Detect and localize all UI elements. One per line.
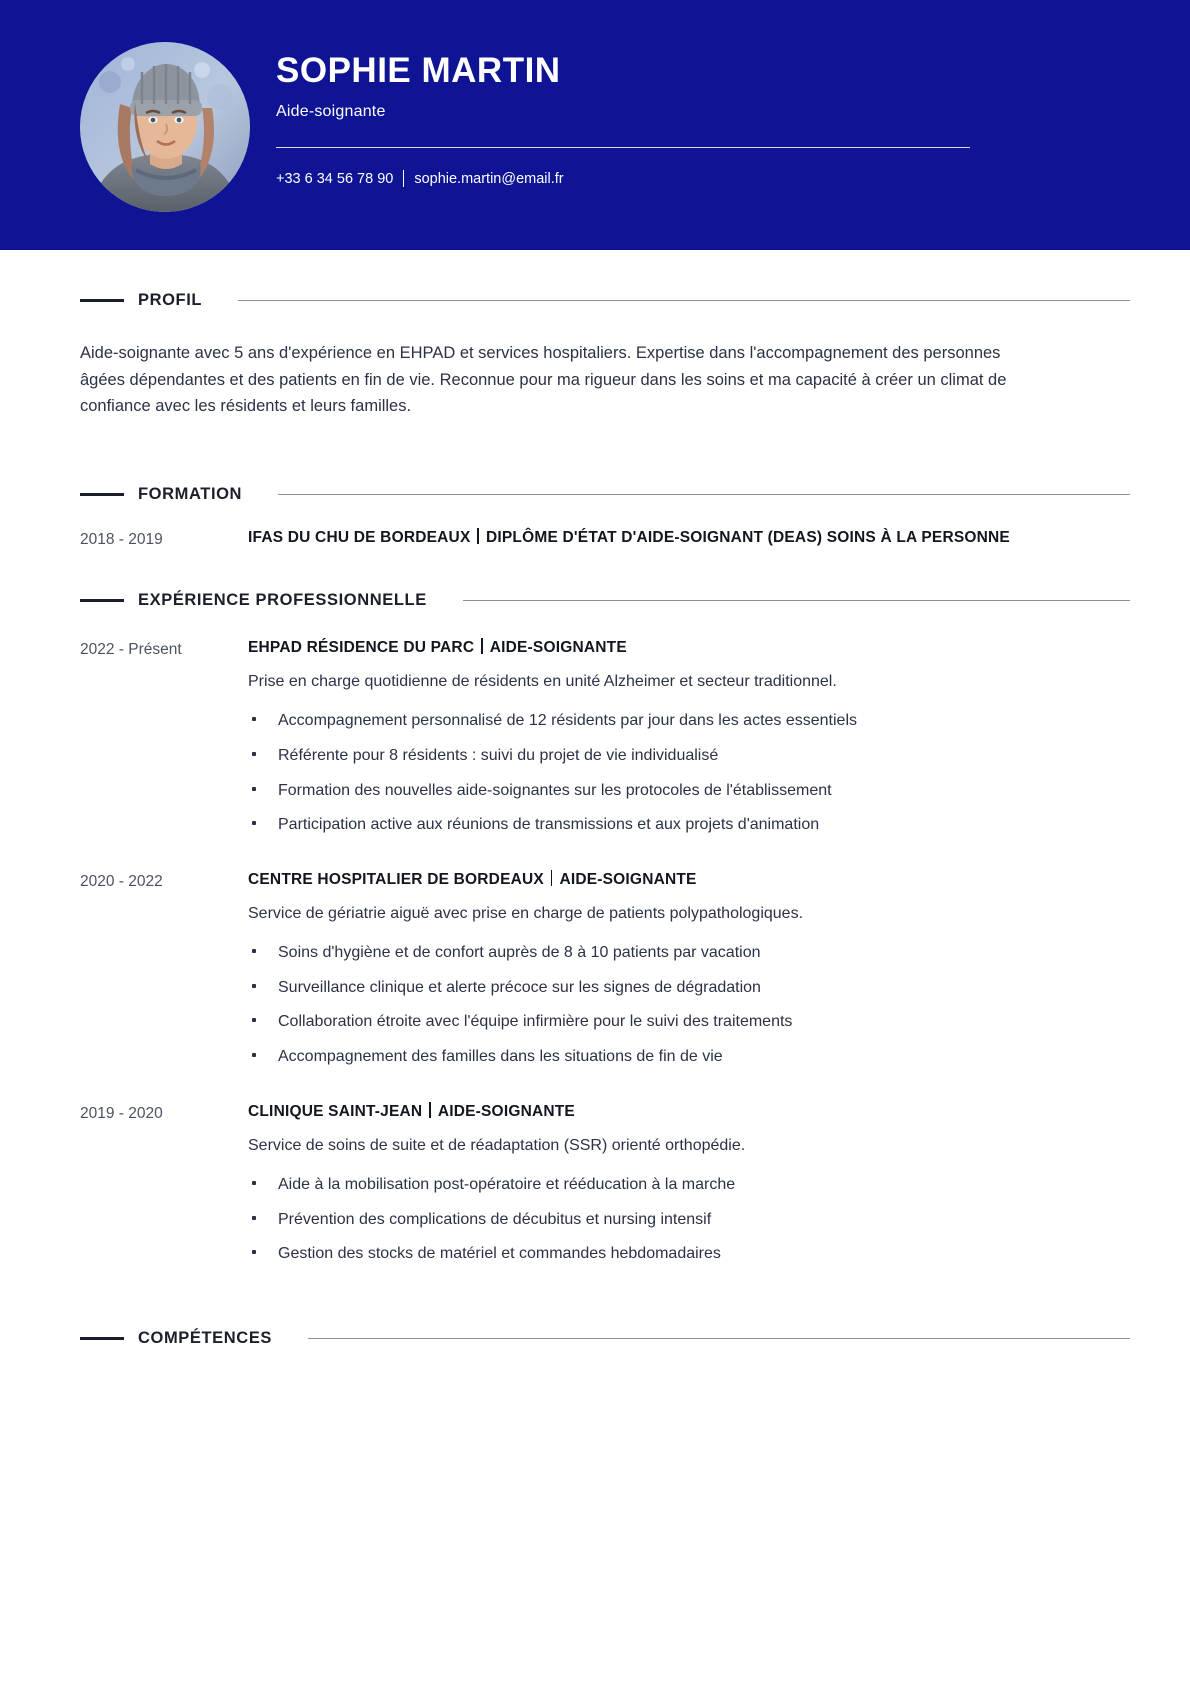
header-divider [276, 147, 970, 148]
experience-entry [0, 637, 1190, 837]
contact-line [276, 170, 564, 187]
title-separator-icon [477, 528, 479, 544]
list-item: Référente pour 8 résidents : suivi du projet de vie individualisé [248, 744, 1130, 768]
experience-date: 2019 - 2020 [80, 1104, 163, 1122]
section-rule [463, 600, 1130, 601]
experience-date: 2020 - 2022 [80, 872, 163, 890]
avatar-photo-icon [80, 42, 250, 212]
section-header-profil [0, 286, 1190, 314]
experience-company: CENTRE HOSPITALIER DE BORDEAUX [248, 870, 544, 888]
list-item: Surveillance clinique et alerte précoce sur les signes de dégradation [248, 976, 1130, 1000]
experience-title [248, 869, 1130, 891]
title-separator-icon [481, 638, 483, 654]
experience-description: Service de gériatrie aiguë avec prise en charge de patients polypathologiques. [248, 905, 804, 923]
section-header-competences [0, 1324, 1190, 1352]
section-dash-icon [80, 299, 124, 302]
section-dash-icon [80, 599, 124, 602]
header-text-block [276, 52, 976, 121]
experience-entry [0, 869, 1190, 1069]
section-dash-icon [80, 1337, 124, 1340]
experience-detail [248, 869, 1130, 1069]
experience-company: EHPAD RÉSIDENCE DU PARC [248, 638, 475, 656]
experience-position: AIDE-SOIGNANTE [437, 1102, 575, 1120]
page-title: SOPHIE MARTIN [276, 51, 561, 90]
list-item: Soins d'hygiène et de confort auprès de 8 à 10 patients par vacation [248, 941, 1130, 965]
experience-title [248, 637, 1130, 659]
job-title: Aide-soignante [276, 102, 386, 120]
section-title-experience: EXPÉRIENCE PROFESSIONNELLE [138, 591, 427, 610]
experience-title [248, 1101, 1130, 1123]
formation-date: 2018 - 2019 [80, 530, 163, 548]
list-item: Aide à la mobilisation post-opératoire et rééducation à la marche [248, 1173, 1130, 1197]
section-rule [238, 300, 1130, 301]
section-title-competences: COMPÉTENCES [138, 1328, 273, 1347]
section-rule [308, 1338, 1130, 1339]
list-item: Accompagnement des familles dans les situations de fin de vie [248, 1045, 1130, 1069]
phone-number: +33 6 34 56 78 90 [276, 170, 394, 187]
experience-bullet-list [248, 1173, 1130, 1266]
experience-description: Prise en charge quotidienne de résidents en unité Alzheimer et secteur traditionnel. [248, 673, 837, 691]
experience-position: AIDE-SOIGNANTE [489, 638, 627, 656]
experience-company: CLINIQUE SAINT-JEAN [248, 1102, 423, 1120]
profil-paragraph: Aide-soignante avec 5 ans d'expérience en EHPAD et services hospitaliers. Expertise dans l'accompagnement des personnes âgées dépendantes et des patients en fin de vie. Reconnue pour ma rigueur dans les soins et ma capacité à créer un climat de confiance avec les résidents et leurs familles. [80, 344, 1007, 416]
resume-header [0, 0, 1190, 250]
section-rule [278, 494, 1130, 495]
experience-position: AIDE-SOIGNANTE [559, 870, 697, 888]
formation-entry [0, 527, 1190, 551]
list-item: Gestion des stocks de matériel et commandes hebdomadaires [248, 1242, 1130, 1266]
experience-detail [248, 637, 1130, 837]
list-item: Accompagnement personnalisé de 12 résidents par jour dans les actes essentiels [248, 709, 1130, 733]
formation-detail [248, 527, 1130, 551]
email-address: sophie.martin@email.fr [414, 170, 564, 187]
section-title-profil: PROFIL [138, 290, 203, 309]
resume-body [0, 250, 1190, 1352]
section-dash-icon [80, 493, 124, 496]
experience-date: 2022 - Présent [80, 640, 182, 658]
section-header-formation [0, 481, 1190, 509]
experience-bullet-list [248, 709, 1130, 837]
list-item: Formation des nouvelles aide-soignantes sur les protocoles de l'établissement [248, 779, 1130, 803]
formation-institution: IFAS DU CHU DE BORDEAUX [248, 528, 471, 546]
list-item: Collaboration étroite avec l'équipe infirmière pour le suivi des traitements [248, 1010, 1130, 1034]
formation-diploma: DIPLÔME D'ÉTAT D'AIDE-SOIGNANT (DEAS) SOINS À LA PERSONNE [485, 528, 1010, 546]
experience-detail [248, 1101, 1130, 1266]
list-item: Participation active aux réunions de transmissions et aux projets d'animation [248, 813, 1130, 837]
formation-title [248, 527, 1130, 549]
experience-description: Service de soins de suite et de réadaptation (SSR) orienté orthopédie. [248, 1137, 746, 1155]
experience-bullet-list [248, 941, 1130, 1069]
section-title-formation: FORMATION [138, 485, 243, 504]
contact-separator [403, 170, 404, 187]
title-separator-icon [429, 1102, 431, 1118]
experience-entry [0, 1101, 1190, 1266]
avatar [80, 42, 250, 212]
section-header-experience [0, 587, 1190, 615]
list-item: Prévention des complications de décubitus et nursing intensif [248, 1208, 1130, 1232]
title-separator-icon [551, 870, 553, 886]
